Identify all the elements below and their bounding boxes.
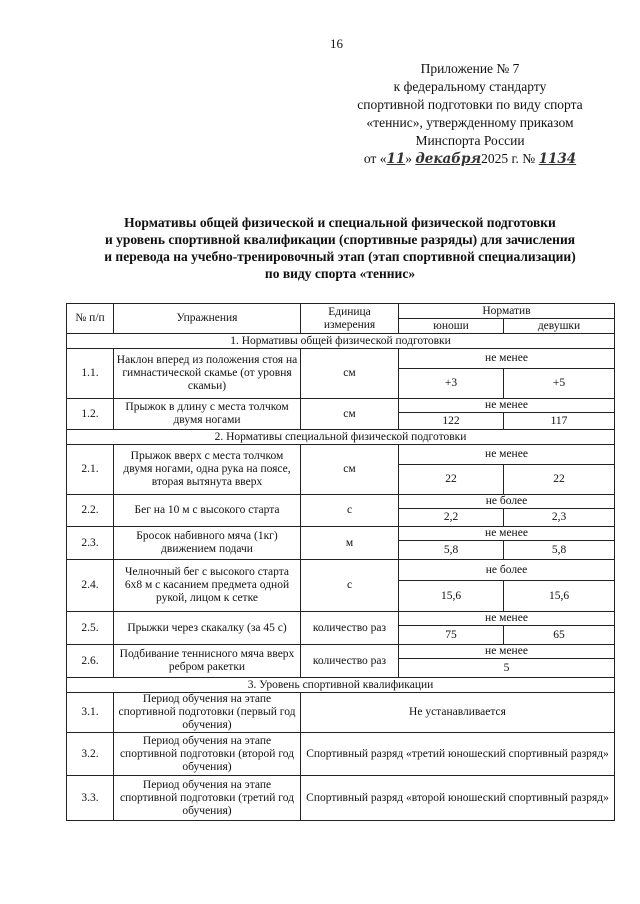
appendix-line: «теннис», утвержденному приказом — [366, 115, 574, 130]
handwritten-day: 11 — [386, 151, 406, 167]
row-condition: не менее — [399, 612, 615, 626]
row-exercise: Подбивание теннисного мяча вверх ребром ракетки — [114, 645, 301, 678]
row-unit: с — [301, 495, 399, 527]
header-girls: девушки — [504, 319, 615, 334]
row-boys: 122 — [399, 413, 504, 430]
appendix-date — [330, 150, 610, 168]
header-unit: Единица измерения — [301, 304, 399, 334]
section-title: 1. Нормативы общей физической подготовки — [67, 334, 615, 349]
row-exercise: Наклон вперед из положения стоя на гимнастической скамье (от уровня скамьи) — [114, 349, 301, 399]
row-exercise: Период обучения на этапе спортивной подготовки (первый год обучения) — [114, 693, 301, 733]
row-condition: не более — [399, 560, 615, 581]
row-boys: 2,2 — [399, 509, 504, 527]
row-condition: не менее — [399, 645, 615, 659]
row-num: 1.1. — [67, 349, 114, 399]
row-num: 2.2. — [67, 495, 114, 527]
title-line: Нормативы общей физической и специальной физической подготовки — [124, 215, 556, 230]
section-title: 2. Нормативы специальной физической подготовки — [67, 430, 615, 445]
row-unit: см — [301, 349, 399, 399]
row-num: 2.5. — [67, 612, 114, 645]
section-title: 3. Уровень спортивной квалификации — [67, 678, 615, 693]
row-unit: с — [301, 560, 399, 612]
date-mid: » — [405, 151, 412, 166]
table-row — [67, 693, 615, 733]
table-row — [67, 645, 615, 659]
date-year: 2025 г. № — [481, 151, 536, 166]
row-exercise: Период обучения на этапе спортивной подготовки (второй год обучения) — [114, 733, 301, 776]
row-boys: +3 — [399, 369, 504, 399]
row-girls: 22 — [504, 465, 615, 495]
row-condition: не более — [399, 495, 615, 509]
row-unit: см — [301, 445, 399, 495]
row-girls: 117 — [504, 413, 615, 430]
table-row — [67, 527, 615, 541]
header-norm: Норматив — [399, 304, 615, 319]
row-exercise: Бросок набивного мяча (1кг) движением подачи — [114, 527, 301, 560]
title-line: по виду спорта «теннис» — [264, 266, 416, 281]
row-girls: 5,8 — [504, 541, 615, 560]
table-row — [67, 612, 615, 626]
header-num: № п/п — [67, 304, 114, 334]
row-exercise: Челночный бег с высокого старта 6х8 м с касанием предмета одной рукой, лицом к сетке — [114, 560, 301, 612]
row-num: 2.6. — [67, 645, 114, 678]
row-girls: +5 — [504, 369, 615, 399]
row-num: 3.2. — [67, 733, 114, 776]
table-row — [67, 349, 615, 369]
row-boys: 75 — [399, 626, 504, 645]
row-unit: количество раз — [301, 645, 399, 678]
row-unit: м — [301, 527, 399, 560]
appendix-line: к федеральному стандарту — [393, 79, 547, 94]
row-num: 3.1. — [67, 693, 114, 733]
table-row — [67, 560, 615, 581]
header-exercise: Упражнения — [114, 304, 301, 334]
appendix-line: Приложение № 7 — [420, 61, 520, 76]
row-num: 3.3. — [67, 776, 114, 821]
table-row — [67, 399, 615, 413]
row-boys: 15,6 — [399, 581, 504, 612]
row-girls: 2,3 — [504, 509, 615, 527]
handwritten-month: декабря — [415, 151, 482, 167]
row-condition: не менее — [399, 445, 615, 465]
table-row — [67, 776, 615, 821]
table-row — [67, 733, 615, 776]
row-num: 1.2. — [67, 399, 114, 430]
row-girls: 15,6 — [504, 581, 615, 612]
row-num: 2.4. — [67, 560, 114, 612]
row-girls: 65 — [504, 626, 615, 645]
row-num: 2.3. — [67, 527, 114, 560]
row-value: Спортивный разряд «второй юношеский спортивный разряд» — [301, 776, 615, 821]
appendix-line: спортивной подготовки по виду спорта — [357, 97, 583, 112]
norms-table — [66, 303, 615, 821]
row-condition: не менее — [399, 349, 615, 369]
row-num: 2.1. — [67, 445, 114, 495]
appendix-block — [330, 60, 610, 168]
row-boys: 5,8 — [399, 541, 504, 560]
appendix-line: Минспорта России — [415, 133, 525, 148]
row-value: Не устанавливается — [301, 693, 615, 733]
row-exercise: Прыжок в длину с места толчком двумя ногами — [114, 399, 301, 430]
row-unit: см — [301, 399, 399, 430]
date-prefix: от « — [363, 151, 387, 166]
row-condition: не менее — [399, 527, 615, 541]
header-boys: юноши — [399, 319, 504, 334]
row-value: Спортивный разряд «третий юношеский спортивный разряд» — [301, 733, 615, 776]
row-exercise: Период обучения на этапе спортивной подготовки (третий год обучения) — [114, 776, 301, 821]
row-unit: количество раз — [301, 612, 399, 645]
row-exercise: Прыжки через скакалку (за 45 с) — [114, 612, 301, 645]
row-boys: 22 — [399, 465, 504, 495]
page-number: 16 — [330, 36, 343, 51]
title-line: и перевода на учебно-тренировочный этап (этап спортивной специализации) — [104, 249, 576, 264]
row-exercise: Прыжок вверх с места толчком двумя ногами, одна рука на поясе, вторая вытянута вверх — [114, 445, 301, 495]
title-line: и уровень спортивной квалификации (спортивные разряды) для зачисления — [104, 232, 576, 247]
table-row — [67, 495, 615, 509]
row-exercise: Бег на 10 м с высокого старта — [114, 495, 301, 527]
row-both: 5 — [399, 659, 615, 678]
row-condition: не менее — [399, 399, 615, 413]
document-title — [60, 214, 620, 282]
table-row — [67, 445, 615, 465]
handwritten-number: 1134 — [538, 151, 577, 167]
